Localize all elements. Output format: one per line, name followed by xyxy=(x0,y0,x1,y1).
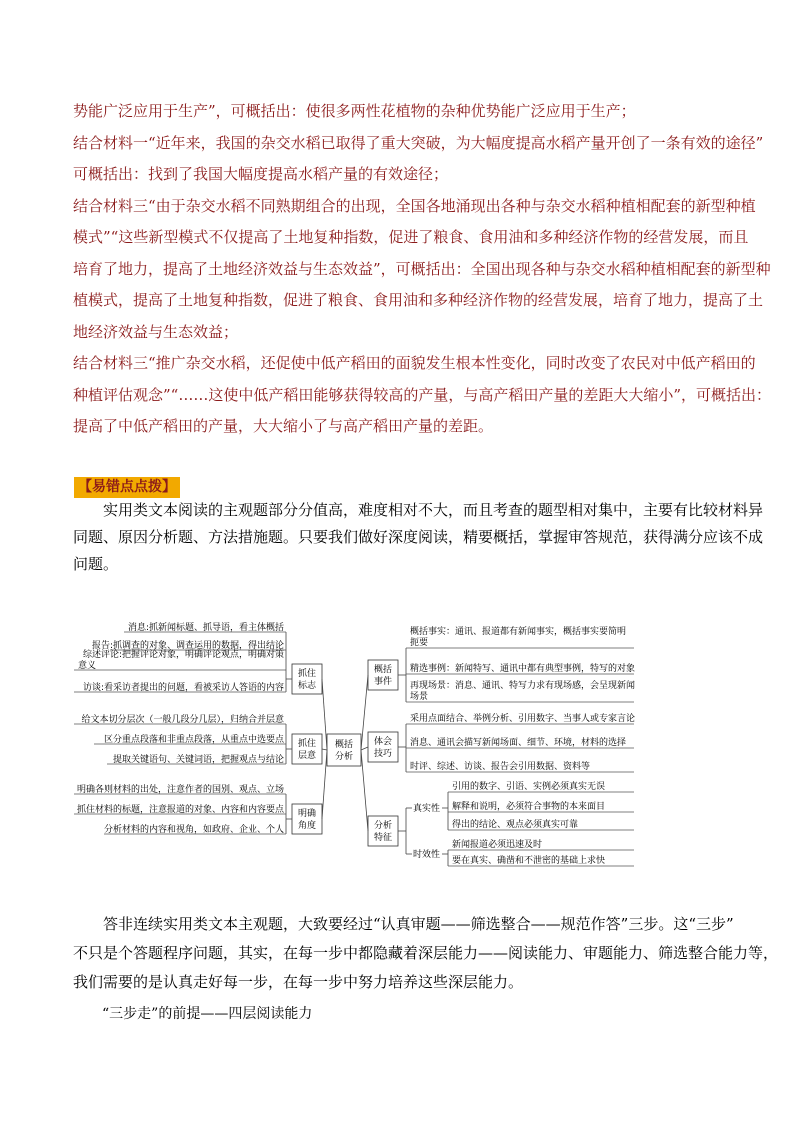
connector-line xyxy=(322,679,327,750)
connector-line xyxy=(361,747,368,750)
text-line: 势能广泛应用于生产”，可概括出：使很多两性花植物的杂种优势能广泛应用于生产； xyxy=(73,102,636,120)
item-label: 时评、综述、访谈、报告会引用数据、资料等 xyxy=(410,762,591,772)
center-node-label: 概括 xyxy=(334,740,354,750)
left-node-label: 明确 xyxy=(297,809,317,819)
tip-badge: 【易错点点拨】 xyxy=(74,477,180,498)
item-label: 区分重点段落和非重点段落，从重点中选要点 xyxy=(103,735,284,745)
left-node-label: 层意 xyxy=(297,751,317,761)
item-label: 扼要 xyxy=(410,638,429,648)
item-label: 提取关键语句、关键词语，把握观点与结论 xyxy=(112,755,284,765)
text-line: 不只是个答题程序问题，其实，在每一步中都隐藏着深层能力——阅读能力、审题能力、筛选整合能力等， xyxy=(73,944,779,962)
item-label: 分析材料的内容和视角，如政府、企业、个人 xyxy=(103,825,284,835)
item-label: 综述评论:把握评论对象，明确评论观点，明确对策 xyxy=(82,650,284,660)
item-label: 消息、通讯会描写新闻场面、细节、环境，材料的选择 xyxy=(410,738,627,748)
text-line: 地经济效益与生态效益； xyxy=(73,322,239,341)
right-node-label: 事件 xyxy=(373,677,393,687)
item-label: 场景 xyxy=(410,692,429,702)
connector-line xyxy=(361,675,368,750)
text-line: 问题。 xyxy=(73,555,119,573)
text-line: 模式”“这些新型模式不仅提高了土地复种指数，促进了粮食、食用油和多种经济作物的经营发展，而且 xyxy=(73,228,749,246)
text-line: 种植评估观念”“……这使中低产稻田能够获得较高的产量，与高产稻田产量的差距大大缩小”，可概括出： xyxy=(73,385,772,404)
text-line: 实用类文本阅读的主观题部分分值高，难度相对不大，而且考查的题型相对集中，主要有比较材料异 xyxy=(103,501,764,519)
item-label: 精选事例：新闻特写、通讯中都有典型事例，特写的对象 xyxy=(410,664,636,674)
tip-paragraph xyxy=(73,497,764,578)
text-line: 可概括出：找到了我国大幅度提高水稻产量的有效途径； xyxy=(73,165,449,183)
connector-line xyxy=(322,750,327,819)
item-label: 访谈:看采访者提出的问题，看被采访人答语的内容 xyxy=(82,683,284,693)
section-heading: “三步走”的前提——四层阅读能力 xyxy=(102,1006,313,1022)
text-line: 我们需要的是认真走好每一步，在每一步中努力培养这些深层能力。 xyxy=(73,973,524,991)
sub-node-label: 时效性 xyxy=(413,850,441,860)
item-label: 给文本切分层次（一般几段分几层），归纳合并层意 xyxy=(81,715,284,725)
mind-map-diagram xyxy=(72,616,642,876)
center-node-label: 分析 xyxy=(334,752,354,762)
right-node-label: 体会 xyxy=(373,737,393,747)
item-label: 解释和说明，必须符合事物的本来面目 xyxy=(452,802,606,812)
item-label: 抓住材料的标题，注意报道的对象、内容和内容要点 xyxy=(76,805,284,815)
material-summary xyxy=(73,96,772,443)
text-line: 结合材料三“由于杂交水稻不同熟期组合的出现，全国各地涌现出各种与杂交水稻种植相配套的新型种植 xyxy=(73,196,756,215)
right-node-label: 概括 xyxy=(373,665,393,675)
item-label: 明确各则材料的出处，注意作者的国别、观点、立场 xyxy=(76,785,284,795)
text-line: 答非连续实用类文本主观题，大致要经过“认真审题——筛选整合——规范作答”三步。这“三步” xyxy=(103,915,734,933)
text-line: 结合材料一“近年来，我国的杂交水稻已取得了重大突破，为大幅度提高水稻产量开创了一条有效的途径” xyxy=(73,133,764,152)
text-line: 提高了中低产稻田的产量，大大缩小了与高产稻田产量的差距。 xyxy=(73,417,494,435)
text-line: 同题、原因分析题、方法措施题。只要我们做好深度阅读，精要概括，掌握审答规范，获得满分应该不成 xyxy=(73,528,764,546)
left-node-label: 抓住 xyxy=(297,669,317,679)
item-label: 意义 xyxy=(78,661,97,671)
item-label: 新闻报道必须迅速及时 xyxy=(452,840,543,850)
left-node-label: 标志 xyxy=(297,681,317,691)
text-line: 结合材料三“推广杂交水稻，还促使中低产稻田的面貌发生根本性变化，同时改变了农民对中低产稻田的 xyxy=(73,354,756,372)
right-node-label: 特征 xyxy=(373,833,393,843)
right-node-label: 分析 xyxy=(373,821,393,831)
item-label: 引用的数字、引语、实例必须真实无误 xyxy=(452,782,606,792)
item-label: 要在真实、确凿和不泄密的基础上求快 xyxy=(452,856,606,866)
right-node-label: 技巧 xyxy=(373,749,393,759)
item-label: 概括事实：通讯、报道都有新闻事实，概括事实要简明 xyxy=(410,627,627,637)
item-label: 采用点面结合、举例分析、引用数字、当事人或专家言论 xyxy=(410,714,636,724)
item-label: 再现场景：消息、通讯、特写力求有现场感，会呈现新闻 xyxy=(410,681,636,691)
left-node-label: 角度 xyxy=(297,821,317,831)
sub-node-label: 真实性 xyxy=(413,804,441,814)
left-node-label: 抓住 xyxy=(297,739,317,749)
text-line: 植模式，提高了土地复种指数，促进了粮食、食用油和多种经济作物的经营发展，培育了地力，提高了土 xyxy=(73,291,764,309)
three-steps-paragraph xyxy=(73,910,779,997)
connector-line xyxy=(361,750,368,831)
text-line: 培育了地力，提高了土地经济效益与生态效益”，可概括出：全国出现各种与杂交水稻种植相配套的新型种 xyxy=(73,259,771,278)
connector-line xyxy=(322,749,327,750)
item-label: 报告:抓调查的对象、调查运用的数据，得出结论 xyxy=(91,641,284,651)
item-label: 消息:抓新闻标题、抓导语，看主体概括 xyxy=(127,623,284,633)
item-label: 得出的结论、观点必须真实可靠 xyxy=(452,820,579,830)
